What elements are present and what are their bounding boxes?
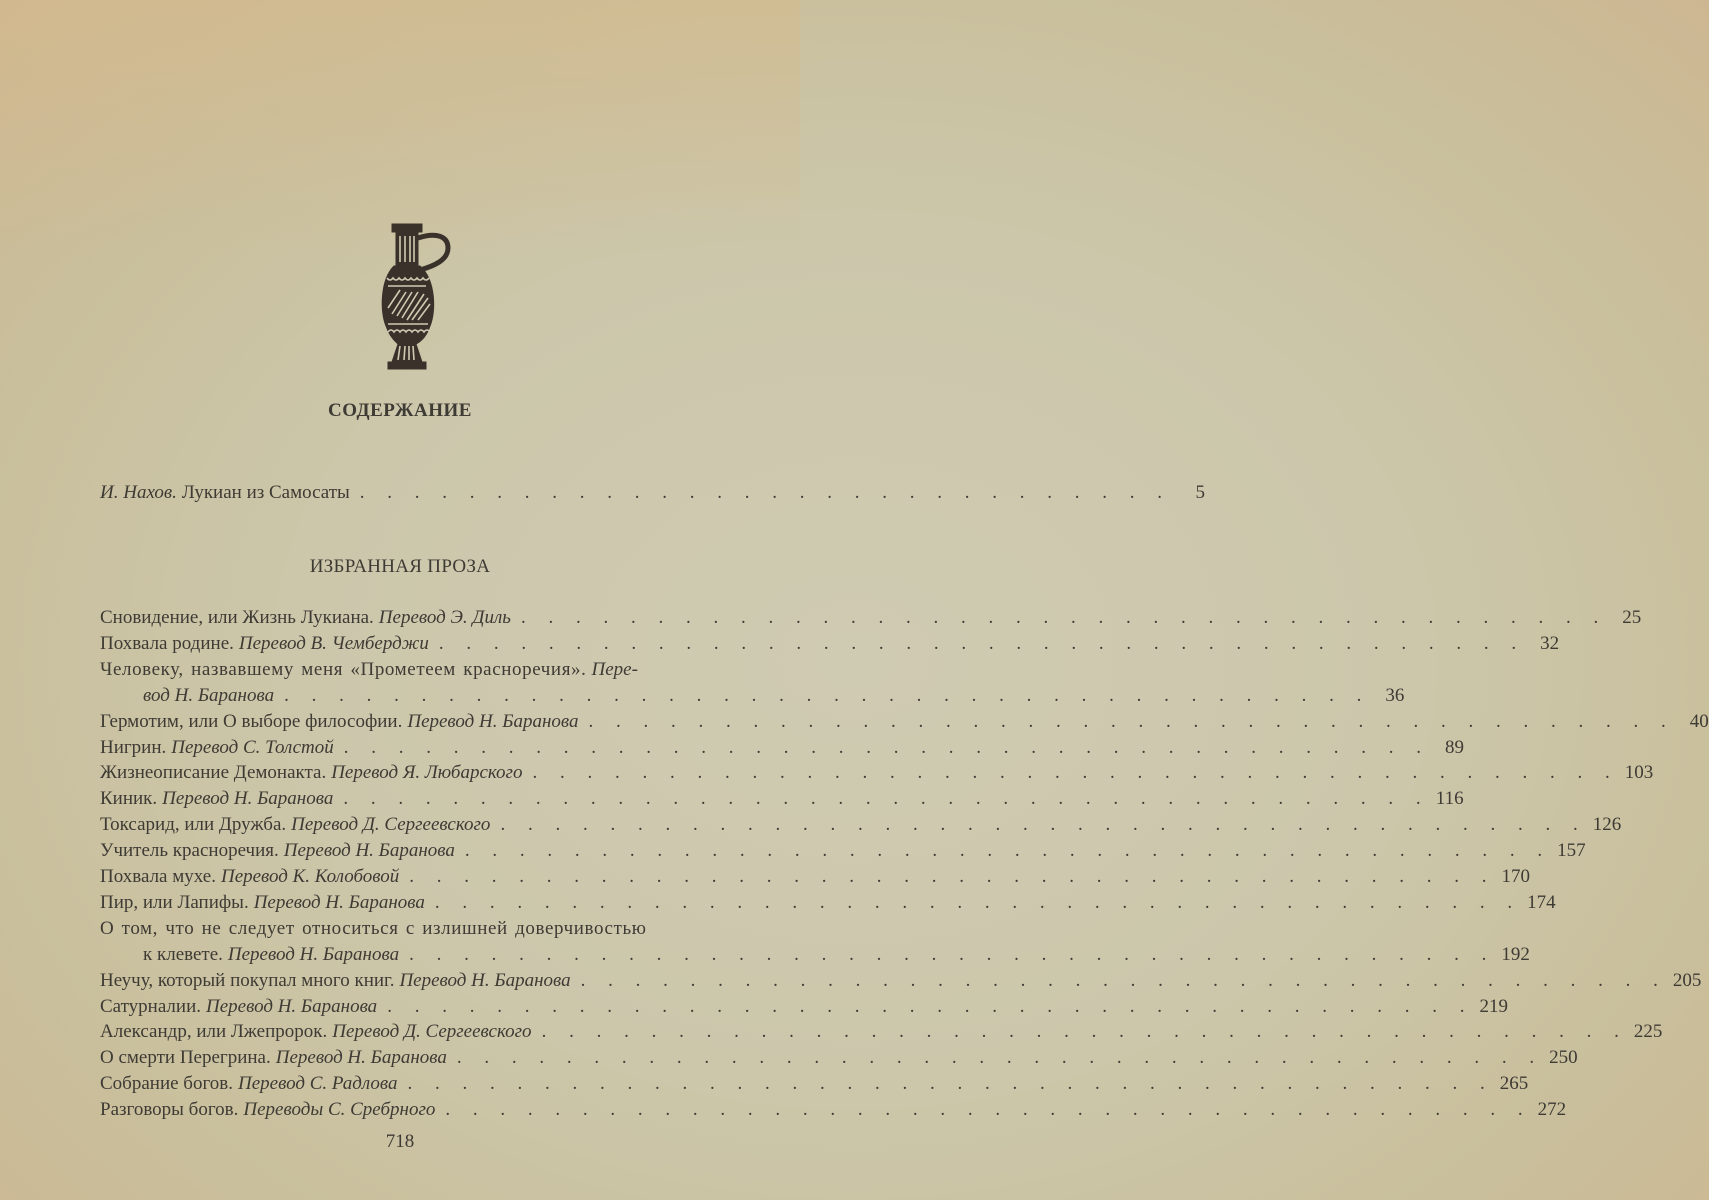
page-ref: 40 <box>1689 710 1709 732</box>
leader-dots: . . . . . . . . . . . . . . . . . . . . . . . . . . . . . . . . . . . . . . . . <box>343 788 1430 810</box>
toc-entry[interactable] <box>100 1097 1567 1123</box>
toc-entry[interactable] <box>100 1019 1663 1045</box>
entry-title: Похвала родине. <box>100 632 234 654</box>
entry-title: Токсарид, или Дружба. <box>100 814 287 836</box>
leader-dots: . . . . . . . . . . . . . . . . . . . . . . . . . . . . . . . . . . . . . . . . <box>532 762 1619 784</box>
entry-title: Киник. <box>100 788 158 810</box>
toc-entry[interactable] <box>100 1045 1578 1071</box>
page-ref: 126 <box>1592 814 1622 836</box>
entry-title: О том, что не следует относиться с излишней доверчивостью <box>100 917 647 939</box>
entry-translator: Перевод Н. Баранова <box>407 710 579 732</box>
toc-entry[interactable] <box>100 735 1464 761</box>
entry-title: Гермотим, или О выборе философии. <box>100 710 403 732</box>
entry-translator: Перевод Н. Баранова <box>275 1047 447 1069</box>
entry-title: Жизнеописание Демонакта. <box>100 762 327 784</box>
page-ref: 225 <box>1633 1021 1663 1043</box>
leader-dots: . . . . . . . . . . . . . . . . . . . . . . . . . . . . . . . . . . . . . . . . <box>409 943 1496 965</box>
entry-title: Собрание богов. <box>100 1073 233 1095</box>
page-ref: 32 <box>1540 632 1560 654</box>
paper-tint <box>0 0 800 260</box>
toc-entry[interactable] <box>100 916 764 942</box>
leader-dots: . . . . . . . . . . . . . . . . . . . . . . . . . . . . . . . . . . . . . . . . <box>407 1073 1494 1095</box>
page-ref: 157 <box>1557 840 1586 862</box>
leader-dots: . . . . . . . . . . . . . . . . . . . . . . . . . . . . . . <box>359 482 1172 503</box>
intro-author: И. Нахов. <box>100 482 177 503</box>
leader-dots: . . . . . . . . . . . . . . . . . . . . . . . . . . . . . . . . . . . . . . . . <box>434 891 1522 913</box>
toc-entry-continuation[interactable] <box>143 683 1405 709</box>
entry-translator: Перевод Э. Диль <box>378 607 511 628</box>
section-heading: ИЗБРАННАЯ ПРОЗА <box>309 556 491 577</box>
leader-dots: . . . . . . . . . . . . . . . . . . . . . . . . . . . . . . . . . . . . . . . . <box>588 710 1675 732</box>
toc-entry[interactable] <box>100 786 1464 812</box>
leader-dots: . . . . . . . . . . . . . . . . . . . . . . . . . . . . . . . . . . . . . . . . <box>343 736 1430 758</box>
leader-dots: . . . . . . . . . . . . . . . . . . . . . . . . . . . . . . . . . . . . . . . . <box>284 684 1371 706</box>
entry-translator: Перевод Я. Любарского <box>331 762 523 784</box>
leader-dots: . . . . . . . . . . . . . . . . . . . . . . . . . . . . . . . . . . . . . . . . <box>387 995 1474 1017</box>
entry-translator: Перевод Н. Баранова <box>399 969 571 991</box>
entry-translator: Перевод Н. Баранова <box>227 943 400 965</box>
page-number: 718 <box>385 1131 415 1152</box>
entry-translator: Перевод С. Радлова <box>238 1073 398 1095</box>
leader-dots: . . . . . . . . . . . . . . . . . . . . . . . . . . . . . . . . . . . . . . . . <box>580 969 1667 991</box>
entry-translator: вод Н. Баранова <box>143 684 275 706</box>
toc-entry[interactable] <box>100 605 1642 631</box>
page-ref: 265 <box>1499 1073 1529 1095</box>
entry-translator: Перевод В. Чемберджи <box>238 632 429 654</box>
leader-dots: . . . . . . . . . . . . . . . . . . . . . . . . . . . . . . . . . . . . . . . . <box>464 840 1552 862</box>
leader-dots: . . . . . . . . . . . . . . . . . . . . . . . . . . . . . . . . . . . . . . . . <box>541 1021 1628 1043</box>
entry-translator: Перевод Н. Баранова <box>253 891 425 913</box>
entry-translator: Перевод Д. Сергеевского <box>332 1021 532 1043</box>
toc-entry[interactable] <box>100 812 1622 838</box>
page-ref: 219 <box>1479 995 1508 1017</box>
entry-translator: Перевод С. Толстой <box>171 736 334 758</box>
entry-title: Сатурналии. <box>100 995 202 1017</box>
entry-translator: Перевод Н. Баранова <box>206 995 378 1017</box>
toc-entry[interactable] <box>100 1071 1529 1097</box>
entry-title: Неучу, который покупал много книг. <box>100 969 395 991</box>
toc-entry[interactable] <box>100 890 1556 916</box>
page-ref: 192 <box>1501 943 1530 965</box>
entry-title-continuation: к клевете. <box>143 943 223 965</box>
toc-entry[interactable] <box>100 994 1508 1020</box>
leader-dots: . . . . . . . . . . . . . . . . . . . . . . . . . . . . . . . . . . . . . . . . <box>456 1047 1544 1069</box>
entry-translator: Перевод Н. Баранова <box>162 788 334 810</box>
leader-dots: . . . . . . . . . . . . . . . . . . . . . . . . . . . . . . . . . . . . . . . . <box>500 814 1587 836</box>
page-ref: 89 <box>1444 736 1464 758</box>
leader-dots: . . . . . . . . . . . . . . . . . . . . . . . . . . . . . . . . . . . . . . . . <box>445 1099 1532 1121</box>
leader-dots: . . . . . . . . . . . . . . . . . . . . . . . . . . . . . . . . . . . . . . . . <box>409 866 1496 887</box>
page-ref: 25 <box>1622 607 1642 628</box>
toc-entry[interactable] <box>100 631 1560 657</box>
page-ref: 272 <box>1537 1099 1567 1121</box>
page-ref: 103 <box>1624 762 1654 784</box>
toc-entry[interactable] <box>100 838 1586 864</box>
entry-title: Учитель красноречия. <box>100 840 279 862</box>
entry-title: О смерти Перегрина. <box>100 1047 271 1069</box>
entry-title: Александр, или Лжепророк. <box>100 1021 328 1043</box>
page-ref: 5 <box>1195 482 1206 503</box>
page-ref: 250 <box>1549 1047 1578 1069</box>
toc-entry[interactable] <box>100 864 1531 890</box>
entry-translator: Перевод Д. Сергеевского <box>291 814 491 836</box>
page-ref: 170 <box>1501 866 1531 887</box>
entry-title: Пир, или Лапифы. <box>100 891 249 913</box>
toc-entry[interactable] <box>100 760 1654 786</box>
page-ref: 174 <box>1527 891 1556 913</box>
entry-title: Человеку, назвавшему меня «Прометеем красноречия». <box>100 658 587 680</box>
toc-entry[interactable] <box>100 709 1709 735</box>
leader-dots: . . . . . . . . . . . . . . . . . . . . . . . . . . . . . . . . . . . . . . . . <box>438 632 1526 654</box>
toc-entry[interactable] <box>100 657 764 683</box>
contents-heading: СОДЕРЖАНИЕ <box>328 400 472 421</box>
page-ref: 36 <box>1385 684 1405 706</box>
toc-entry-intro[interactable] <box>100 480 1206 506</box>
entry-title: Разговоры богов. <box>100 1099 239 1121</box>
leader-dots: . . . . . . . . . . . . . . . . . . . . . . . . . . . . . . . . . . . . . . . . <box>520 607 1608 628</box>
entry-title: Похвала мухе. <box>100 866 216 887</box>
entry-translator: Пере- <box>591 658 638 680</box>
entry-translator: Переводы С. Сребрного <box>243 1099 436 1121</box>
entry-title: Сновидение, или Жизнь Лукиана. <box>100 607 374 628</box>
entry-translator: Перевод Н. Баранова <box>283 840 455 862</box>
toc-entry-continuation[interactable] <box>143 942 1530 968</box>
entry-title: Нигрин. <box>100 736 167 758</box>
page-ref: 116 <box>1435 788 1464 810</box>
page-ref: 205 <box>1672 969 1702 991</box>
entry-translator: Перевод К. Колобовой <box>220 866 400 887</box>
toc-entry[interactable] <box>100 968 1702 994</box>
intro-title: Лукиан из Самосаты <box>181 482 350 503</box>
vase-icon <box>378 222 462 372</box>
